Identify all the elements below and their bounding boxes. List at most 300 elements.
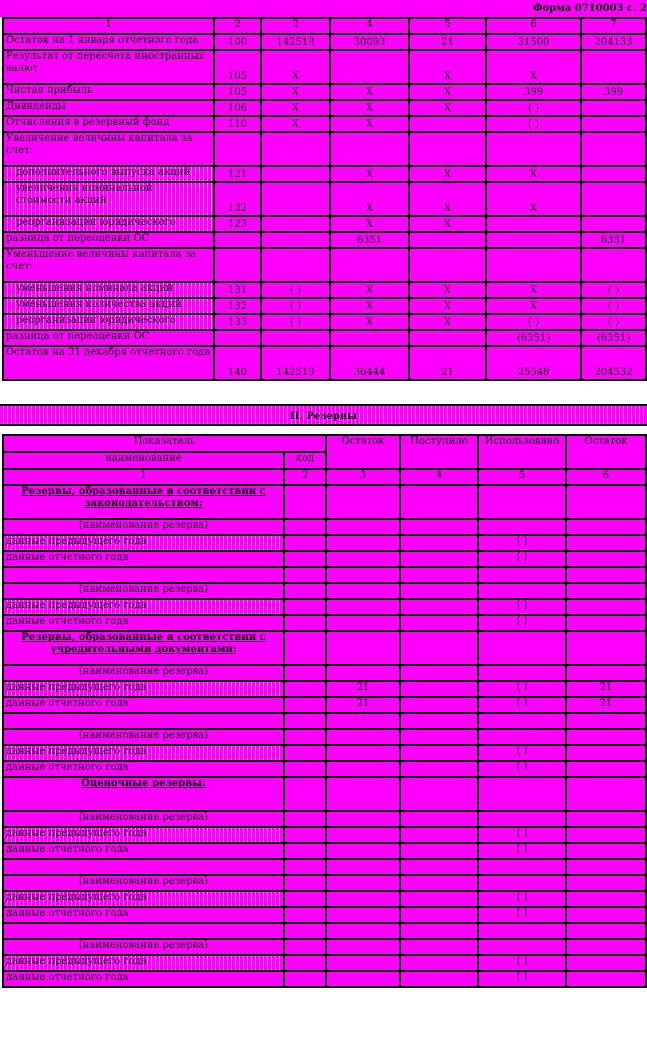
cell-value: Х xyxy=(261,116,330,132)
empty-cell xyxy=(326,777,400,811)
reserve-group-title: Оценочные резервы: xyxy=(3,777,284,811)
cell-value xyxy=(566,891,646,907)
cell-value: 399 xyxy=(486,84,581,100)
cell-value: Х xyxy=(486,166,581,182)
table-row xyxy=(3,116,646,132)
cell-value: Х xyxy=(409,100,486,116)
column-number: 5 xyxy=(478,469,566,485)
cell-value: Х xyxy=(409,84,486,100)
cell-value: Х xyxy=(409,166,486,182)
reserve-name-placeholder: (наименование резерва) xyxy=(3,729,284,745)
empty-cell xyxy=(284,777,326,811)
empty-cell xyxy=(400,583,478,599)
row-label: Результат от пересчета иностранных валют xyxy=(3,50,214,84)
cell-value xyxy=(566,843,646,859)
row-code xyxy=(214,232,261,248)
cell-value xyxy=(326,615,400,631)
cell-value: ( ) xyxy=(486,314,581,330)
column-number: 6 xyxy=(566,469,646,485)
cell-value: Х xyxy=(330,282,409,298)
row-label: Остаток на 31 декабря отчетного года xyxy=(3,346,214,380)
row-code: 140 xyxy=(214,346,261,380)
cell-value xyxy=(330,132,409,166)
row-label: увеличения номинальной стоимости акций xyxy=(3,182,214,216)
table-row xyxy=(3,681,646,697)
empty-cell xyxy=(478,939,566,955)
column-number: 7 xyxy=(581,18,646,34)
empty-cell xyxy=(284,485,326,519)
empty-cell xyxy=(326,923,400,939)
cell-value: 30093 xyxy=(330,34,409,50)
cell-value xyxy=(326,551,400,567)
empty-cell xyxy=(566,631,646,665)
cell-value xyxy=(326,745,400,761)
table-row xyxy=(3,697,646,713)
row-code xyxy=(284,827,326,843)
cell-value xyxy=(409,132,486,166)
row-label: данные отчетного года xyxy=(3,551,284,567)
table-row xyxy=(3,298,646,314)
row-label: данные отчетного года xyxy=(3,907,284,923)
cell-value xyxy=(566,599,646,615)
cell-value xyxy=(400,843,478,859)
table-row xyxy=(3,282,646,298)
cell-value xyxy=(581,100,646,116)
cell-value xyxy=(261,232,330,248)
column-number: 3 xyxy=(326,469,400,485)
empty-cell xyxy=(284,519,326,535)
table-row xyxy=(3,971,646,987)
header-used: Использовано xyxy=(478,435,566,469)
cell-value: Х xyxy=(261,100,330,116)
empty-cell xyxy=(326,729,400,745)
cell-value xyxy=(409,116,486,132)
cell-value xyxy=(409,330,486,346)
empty-cell xyxy=(566,665,646,681)
cell-value: 6351 xyxy=(330,232,409,248)
row-label: реорганизации юридического xyxy=(3,314,214,330)
table-row xyxy=(3,182,646,216)
empty-cell xyxy=(566,923,646,939)
cell-value: 21 xyxy=(409,34,486,50)
cell-value: (6351) xyxy=(486,330,581,346)
cell-value: ( ) xyxy=(478,971,566,987)
empty-cell xyxy=(566,777,646,811)
cell-value: Х xyxy=(330,314,409,330)
cell-value xyxy=(326,907,400,923)
cell-value xyxy=(566,971,646,987)
row-label: Увеличение величины капитала за счет: xyxy=(3,132,214,166)
row-code xyxy=(284,843,326,859)
column-number: 5 xyxy=(409,18,486,34)
cell-value: ( ) xyxy=(581,314,646,330)
empty-cell xyxy=(284,939,326,955)
empty-cell xyxy=(326,811,400,827)
cell-value: 21 xyxy=(566,697,646,713)
cell-value xyxy=(400,761,478,777)
cell-value: ( ) xyxy=(478,761,566,777)
empty-cell xyxy=(3,923,284,939)
empty-cell xyxy=(566,583,646,599)
row-code xyxy=(284,955,326,971)
cell-value: ( ) xyxy=(261,282,330,298)
cell-value xyxy=(326,971,400,987)
cell-value: 204133 xyxy=(581,34,646,50)
reserve-group-title: Резервы, образованные в соответствии с законодательством: xyxy=(3,485,284,519)
cell-value xyxy=(566,615,646,631)
empty-cell xyxy=(326,485,400,519)
cell-value xyxy=(326,535,400,551)
cell-value: 36444 xyxy=(330,346,409,380)
table-row xyxy=(3,132,646,166)
empty-cell xyxy=(284,713,326,729)
empty-cell xyxy=(284,631,326,665)
cell-value xyxy=(400,891,478,907)
empty-cell xyxy=(400,713,478,729)
column-number: 2 xyxy=(284,469,326,485)
table-row xyxy=(3,166,646,182)
empty-cell xyxy=(284,923,326,939)
table-row xyxy=(3,330,646,346)
cell-value xyxy=(566,827,646,843)
cell-value xyxy=(566,761,646,777)
cell-value: 21 xyxy=(566,681,646,697)
row-code xyxy=(214,132,261,166)
empty-cell xyxy=(566,729,646,745)
header-code: код xyxy=(284,452,326,469)
empty-cell xyxy=(400,567,478,583)
table-row xyxy=(3,827,646,843)
row-label: Дивиденды xyxy=(3,100,214,116)
reserve-name-placeholder: (наименование резерва) xyxy=(3,939,284,955)
empty-cell xyxy=(400,665,478,681)
empty-cell xyxy=(284,665,326,681)
cell-value xyxy=(486,248,581,282)
row-code xyxy=(284,535,326,551)
cell-value: Х xyxy=(409,216,486,232)
empty-cell xyxy=(400,519,478,535)
cell-value xyxy=(400,551,478,567)
cell-value: Х xyxy=(330,116,409,132)
cell-value: Х xyxy=(261,84,330,100)
cell-value: 31500 xyxy=(486,34,581,50)
table-row xyxy=(3,599,646,615)
cell-value: Х xyxy=(486,50,581,84)
reserve-name-placeholder: (наименование резерва) xyxy=(3,519,284,535)
row-code xyxy=(284,681,326,697)
row-label: данные предыдущего года xyxy=(3,827,284,843)
empty-cell xyxy=(478,631,566,665)
cell-value: ( ) xyxy=(478,681,566,697)
row-label: данные отчетного года xyxy=(3,697,284,713)
cell-value: ( ) xyxy=(478,615,566,631)
empty-cell xyxy=(400,811,478,827)
empty-cell xyxy=(478,665,566,681)
row-code xyxy=(284,761,326,777)
table-row xyxy=(3,34,646,50)
empty-cell xyxy=(478,567,566,583)
cell-value xyxy=(400,955,478,971)
row-label: реорганизации юридического xyxy=(3,216,214,232)
table-row xyxy=(3,843,646,859)
cell-value: 21 xyxy=(409,346,486,380)
row-label: разница от переоценки ОС xyxy=(3,232,214,248)
cell-value xyxy=(486,132,581,166)
cell-value: ( ) xyxy=(486,100,581,116)
row-code xyxy=(214,330,261,346)
capital-changes-table xyxy=(2,17,647,381)
empty-cell xyxy=(400,923,478,939)
row-label: Отчисления в резервный фонд xyxy=(3,116,214,132)
cell-value xyxy=(400,599,478,615)
table-row xyxy=(3,891,646,907)
cell-value xyxy=(581,166,646,182)
cell-value: ( ) xyxy=(478,827,566,843)
cell-value xyxy=(400,697,478,713)
row-code: 100 xyxy=(214,34,261,50)
cell-value xyxy=(566,955,646,971)
row-label: данные отчетного года xyxy=(3,843,284,859)
cell-value: Х xyxy=(330,100,409,116)
empty-cell xyxy=(478,583,566,599)
row-label: Уменьшение величины капитала за счет: xyxy=(3,248,214,282)
header-name: наименование xyxy=(3,452,284,469)
reserve-name-placeholder: (наименование резерва) xyxy=(3,583,284,599)
empty-cell xyxy=(478,923,566,939)
empty-cell xyxy=(326,583,400,599)
column-number: 2 xyxy=(214,18,261,34)
cell-value xyxy=(261,182,330,216)
empty-cell xyxy=(326,859,400,875)
row-label: данные отчетного года xyxy=(3,761,284,777)
empty-cell xyxy=(400,939,478,955)
cell-value: ( ) xyxy=(478,955,566,971)
empty-cell xyxy=(400,777,478,811)
empty-cell xyxy=(566,519,646,535)
row-code: 106 xyxy=(214,100,261,116)
table-row xyxy=(3,84,646,100)
empty-cell xyxy=(284,875,326,891)
row-label: данные предыдущего года xyxy=(3,891,284,907)
section-title-reserves: II. Резервы xyxy=(0,404,647,426)
cell-value xyxy=(566,551,646,567)
reserve-name-placeholder: (наименование резерва) xyxy=(3,875,284,891)
column-number: 4 xyxy=(330,18,409,34)
cell-value xyxy=(400,971,478,987)
empty-cell xyxy=(326,875,400,891)
empty-cell xyxy=(284,567,326,583)
row-code xyxy=(284,891,326,907)
cell-value xyxy=(486,232,581,248)
empty-cell xyxy=(326,665,400,681)
cell-value xyxy=(261,216,330,232)
empty-cell xyxy=(326,939,400,955)
empty-cell xyxy=(400,875,478,891)
cell-value xyxy=(261,166,330,182)
cell-value: Х xyxy=(409,282,486,298)
cell-value xyxy=(330,330,409,346)
cell-value: ( ) xyxy=(478,535,566,551)
row-code xyxy=(284,745,326,761)
cell-value xyxy=(326,843,400,859)
cell-value xyxy=(261,330,330,346)
cell-value: ( ) xyxy=(478,843,566,859)
row-code xyxy=(214,248,261,282)
row-code xyxy=(284,907,326,923)
cell-value xyxy=(326,891,400,907)
empty-cell xyxy=(326,567,400,583)
row-code xyxy=(284,971,326,987)
empty-cell xyxy=(284,583,326,599)
cell-value xyxy=(400,615,478,631)
row-code: 123 xyxy=(214,216,261,232)
row-label: данные предыдущего года xyxy=(3,681,284,697)
empty-cell xyxy=(326,713,400,729)
cell-value: Х xyxy=(330,216,409,232)
empty-cell xyxy=(400,859,478,875)
row-label: данные отчетного года xyxy=(3,615,284,631)
cell-value: Х xyxy=(409,182,486,216)
empty-cell xyxy=(478,485,566,519)
row-code xyxy=(284,551,326,567)
empty-cell xyxy=(478,713,566,729)
row-code: 132 xyxy=(214,298,261,314)
empty-cell xyxy=(326,519,400,535)
table-row xyxy=(3,248,646,282)
empty-cell xyxy=(478,729,566,745)
row-code: 105 xyxy=(214,84,261,100)
empty-cell xyxy=(326,631,400,665)
table-row xyxy=(3,100,646,116)
row-code: 110 xyxy=(214,116,261,132)
empty-cell xyxy=(566,875,646,891)
reserves-table xyxy=(2,434,647,988)
cell-value: ( ) xyxy=(478,599,566,615)
empty-cell xyxy=(566,567,646,583)
empty-cell xyxy=(478,777,566,811)
empty-cell xyxy=(400,729,478,745)
table-row xyxy=(3,346,646,380)
cell-value: Х xyxy=(409,314,486,330)
empty-cell xyxy=(478,875,566,891)
cell-value: Х xyxy=(409,298,486,314)
cell-value xyxy=(326,599,400,615)
table-row xyxy=(3,551,646,567)
row-label: данные предыдущего года xyxy=(3,535,284,551)
row-label: уменьшения номинала акций xyxy=(3,282,214,298)
reserve-name-placeholder: (наименование резерва) xyxy=(3,665,284,681)
header-indicator: Показатель xyxy=(3,435,326,452)
header-balance-end: Остаток xyxy=(566,435,646,469)
cell-value: Х xyxy=(261,50,330,84)
empty-cell xyxy=(284,729,326,745)
empty-cell xyxy=(284,811,326,827)
cell-value: ( ) xyxy=(478,551,566,567)
cell-value xyxy=(409,232,486,248)
column-number: 4 xyxy=(400,469,478,485)
cell-value xyxy=(566,535,646,551)
cell-value: Х xyxy=(486,182,581,216)
empty-cell xyxy=(478,519,566,535)
empty-cell xyxy=(3,859,284,875)
table-row xyxy=(3,745,646,761)
reserve-name-placeholder: (наименование резерва) xyxy=(3,811,284,827)
cell-value xyxy=(330,248,409,282)
row-code xyxy=(284,615,326,631)
table-row xyxy=(3,615,646,631)
form-label: Форма 0710003 с. 2 xyxy=(0,0,647,17)
row-code xyxy=(284,697,326,713)
column-number: 1 xyxy=(3,18,214,34)
row-code: 122 xyxy=(214,182,261,216)
cell-value xyxy=(581,132,646,166)
row-label: разница от переоценки ОС xyxy=(3,330,214,346)
table-row xyxy=(3,955,646,971)
cell-value xyxy=(581,248,646,282)
row-label: дополнительного выпуска акций xyxy=(3,166,214,182)
cell-value: ( ) xyxy=(478,891,566,907)
cell-value xyxy=(409,248,486,282)
cell-value xyxy=(261,132,330,166)
column-number: 1 xyxy=(3,469,284,485)
header-received: Поступило xyxy=(400,435,478,469)
cell-value: Х xyxy=(330,84,409,100)
cell-value: 25548 xyxy=(486,346,581,380)
row-label: данные предыдущего года xyxy=(3,955,284,971)
row-label: данные предыдущего года xyxy=(3,745,284,761)
cell-value xyxy=(400,907,478,923)
cell-value xyxy=(581,182,646,216)
header-balance-start: Остаток xyxy=(326,435,400,469)
table-row xyxy=(3,216,646,232)
row-label: уменьшения количества акций xyxy=(3,298,214,314)
cell-value: 399 xyxy=(581,84,646,100)
row-code: 121 xyxy=(214,166,261,182)
reserve-group-title: Резервы, образованные в соответствии с учредительными документами: xyxy=(3,631,284,665)
row-label: Остаток на 1 января отчетного года xyxy=(3,34,214,50)
cell-value: ( ) xyxy=(581,282,646,298)
empty-cell xyxy=(400,631,478,665)
cell-value: 142519 xyxy=(261,346,330,380)
row-code: 131 xyxy=(214,282,261,298)
cell-value: Х xyxy=(486,282,581,298)
cell-value xyxy=(261,248,330,282)
column-number: 3 xyxy=(261,18,330,34)
empty-cell xyxy=(478,859,566,875)
cell-value xyxy=(566,907,646,923)
cell-value: (6351) xyxy=(581,330,646,346)
table-row xyxy=(3,535,646,551)
cell-value: Х xyxy=(486,298,581,314)
empty-cell xyxy=(3,713,284,729)
empty-cell xyxy=(3,567,284,583)
cell-value xyxy=(581,216,646,232)
empty-cell xyxy=(400,485,478,519)
cell-value: ( ) xyxy=(261,314,330,330)
table-row xyxy=(3,50,646,84)
empty-cell xyxy=(284,859,326,875)
cell-value: Х xyxy=(330,298,409,314)
table-row xyxy=(3,907,646,923)
cell-value: Х xyxy=(330,182,409,216)
cell-value: Х xyxy=(409,50,486,84)
cell-value xyxy=(566,745,646,761)
cell-value xyxy=(330,50,409,84)
cell-value xyxy=(400,745,478,761)
row-code: 133 xyxy=(214,314,261,330)
row-label: данные отчетного года xyxy=(3,971,284,987)
empty-cell xyxy=(566,939,646,955)
